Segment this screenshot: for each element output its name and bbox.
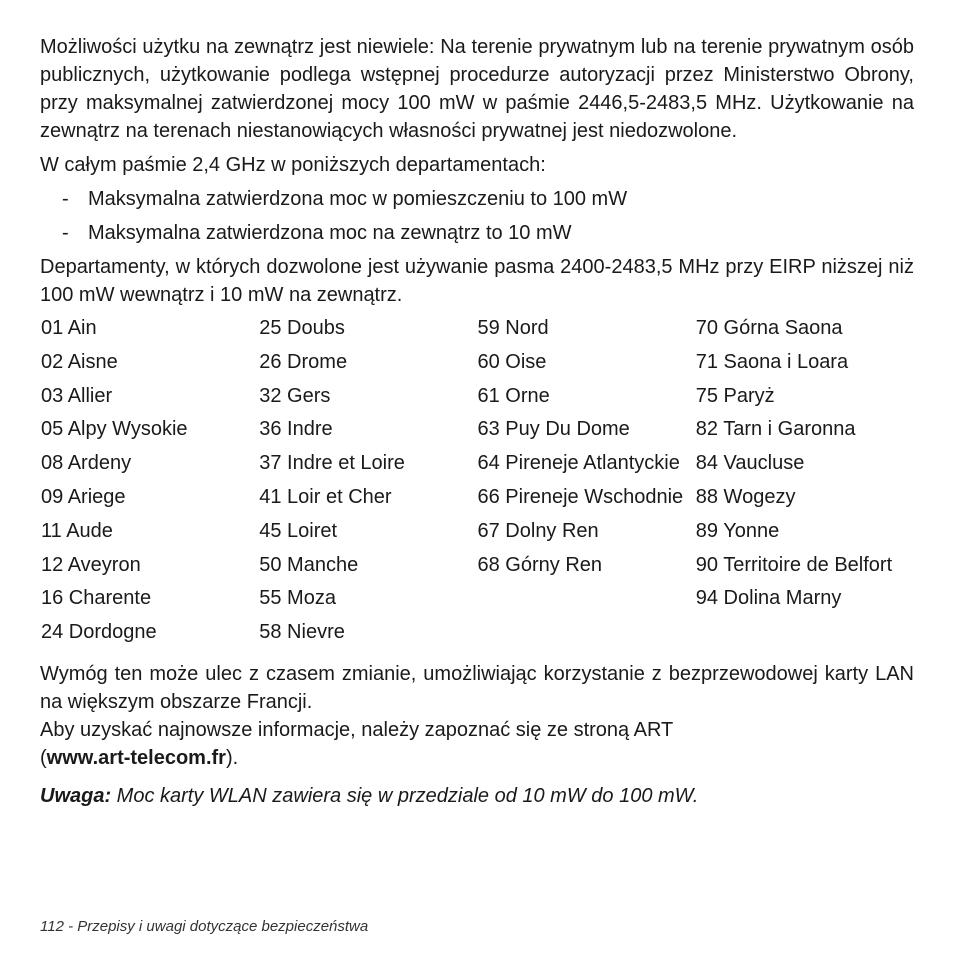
department-item: 64 Pireneje Atlantyckie [477, 452, 680, 475]
department-item: 50 Manche [259, 553, 359, 576]
department-item: 55 Moza [259, 587, 336, 610]
department-item: 94 Dolina Marny [695, 587, 842, 610]
note-label: Uwaga: [40, 784, 112, 807]
department-item: 08 Ardeny [41, 452, 132, 475]
department-item: 11 Aude [41, 519, 113, 542]
list-item-text: Maksymalna zatwierdzona moc na zewnątrz to 10 mW [88, 222, 572, 244]
list-item [40, 185, 914, 213]
departments-paragraph: Departamenty, w których dozwolone jest używanie pasma 2400-2483,5 MHz przy EIRP niższej niż 100 mW wewnątrz i 10 mW na zewnątrz. [40, 256, 914, 306]
change-paragraph: Wymóg ten może ulec z czasem zmianie, umożliwiając korzystanie z bezprzewodowej karty LAN na większym obszarze Francji. [40, 662, 914, 713]
department-item: 24 Dordogne [41, 621, 157, 644]
departments-column [259, 314, 477, 652]
department-item: 82 Tarn i Garonna [695, 418, 856, 441]
bullet-dash: - [62, 188, 69, 210]
departments-column [478, 314, 696, 652]
department-item: 32 Gers [259, 384, 331, 407]
department-item: 36 Indre [259, 418, 333, 441]
department-item: 66 Pireneje Wschodnie [477, 485, 684, 508]
department-item: 68 Górny Ren [477, 553, 603, 576]
page-footer: 112 - Przepisy i uwagi dotyczące bezpieczeństwa [40, 918, 369, 935]
department-item: 41 Loir et Cher [259, 485, 392, 508]
department-item: 71 Saona i Loara [695, 350, 849, 373]
department-item: 58 Nievre [259, 621, 345, 644]
document-body [40, 33, 914, 810]
department-item: 59 Nord [477, 317, 549, 339]
department-item: 75 Paryż [695, 384, 775, 407]
band-heading: W całym paśmie 2,4 GHz w poniższych departamentach: [40, 154, 546, 176]
link-close-paren: ). [225, 746, 239, 769]
info-line: Aby uzyskać najnowsze informacje, należy zapoznać się ze stroną ART [40, 718, 674, 741]
department-item: 25 Doubs [259, 317, 345, 339]
department-item: 01 Ain [41, 317, 97, 339]
departments-table [41, 314, 914, 652]
info-link-line [40, 744, 914, 772]
department-item: 09 Ariege [41, 485, 126, 508]
note-text: Moc karty WLAN zawiera się w przedziale od 10 mW do 100 mW. [111, 784, 699, 807]
department-item: 90 Territoire de Belfort [695, 553, 893, 576]
department-item: 12 Aveyron [41, 553, 141, 576]
department-item: 03 Allier [41, 384, 113, 407]
department-item: 61 Orne [477, 384, 550, 407]
department-item: 16 Charente [41, 587, 152, 610]
department-item: 02 Aisne [41, 350, 118, 373]
link-open-paren: ( [40, 746, 47, 769]
department-item: 26 Drome [259, 350, 348, 373]
list-item-text: Maksymalna zatwierdzona moc w pomieszczeniu to 100 mW [88, 188, 628, 210]
departments-column [696, 314, 914, 652]
list-item [40, 219, 914, 247]
bullet-dash: - [62, 222, 69, 244]
department-item: 67 Dolny Ren [477, 519, 599, 542]
power-limits-list [40, 185, 914, 247]
department-item: 84 Vaucluse [695, 452, 805, 475]
department-item: 37 Indre et Loire [259, 452, 405, 475]
department-item: 70 Górna Saona [695, 317, 843, 339]
intro-paragraph: Możliwości użytku na zewnątrz jest niewiele: Na terenie prywatnym lub na terenie prywatnym osób publicznych, użytkowanie podlega wstępnej procedurze autoryzacji przez Ministerstwo Obrony, przy maksymalnej zatwierdzonej mocy 100 mW w paśmie 2446,5-2483,5 MHz. Użytkowanie na zewnątrz na terenach niestanowiących własności prywatnej jest niedozwolone. [40, 36, 914, 142]
department-item: 89 Yonne [695, 519, 780, 542]
department-item: 05 Alpy Wysokie [41, 418, 188, 441]
departments-column [41, 314, 259, 652]
department-item: 88 Wogezy [695, 485, 796, 508]
department-item: 63 Puy Du Dome [477, 418, 630, 441]
note [40, 782, 914, 810]
department-item: 60 Oise [477, 350, 547, 373]
department-item: 45 Loiret [259, 519, 338, 542]
art-website-link[interactable]: www.art-telecom.fr [46, 746, 226, 769]
